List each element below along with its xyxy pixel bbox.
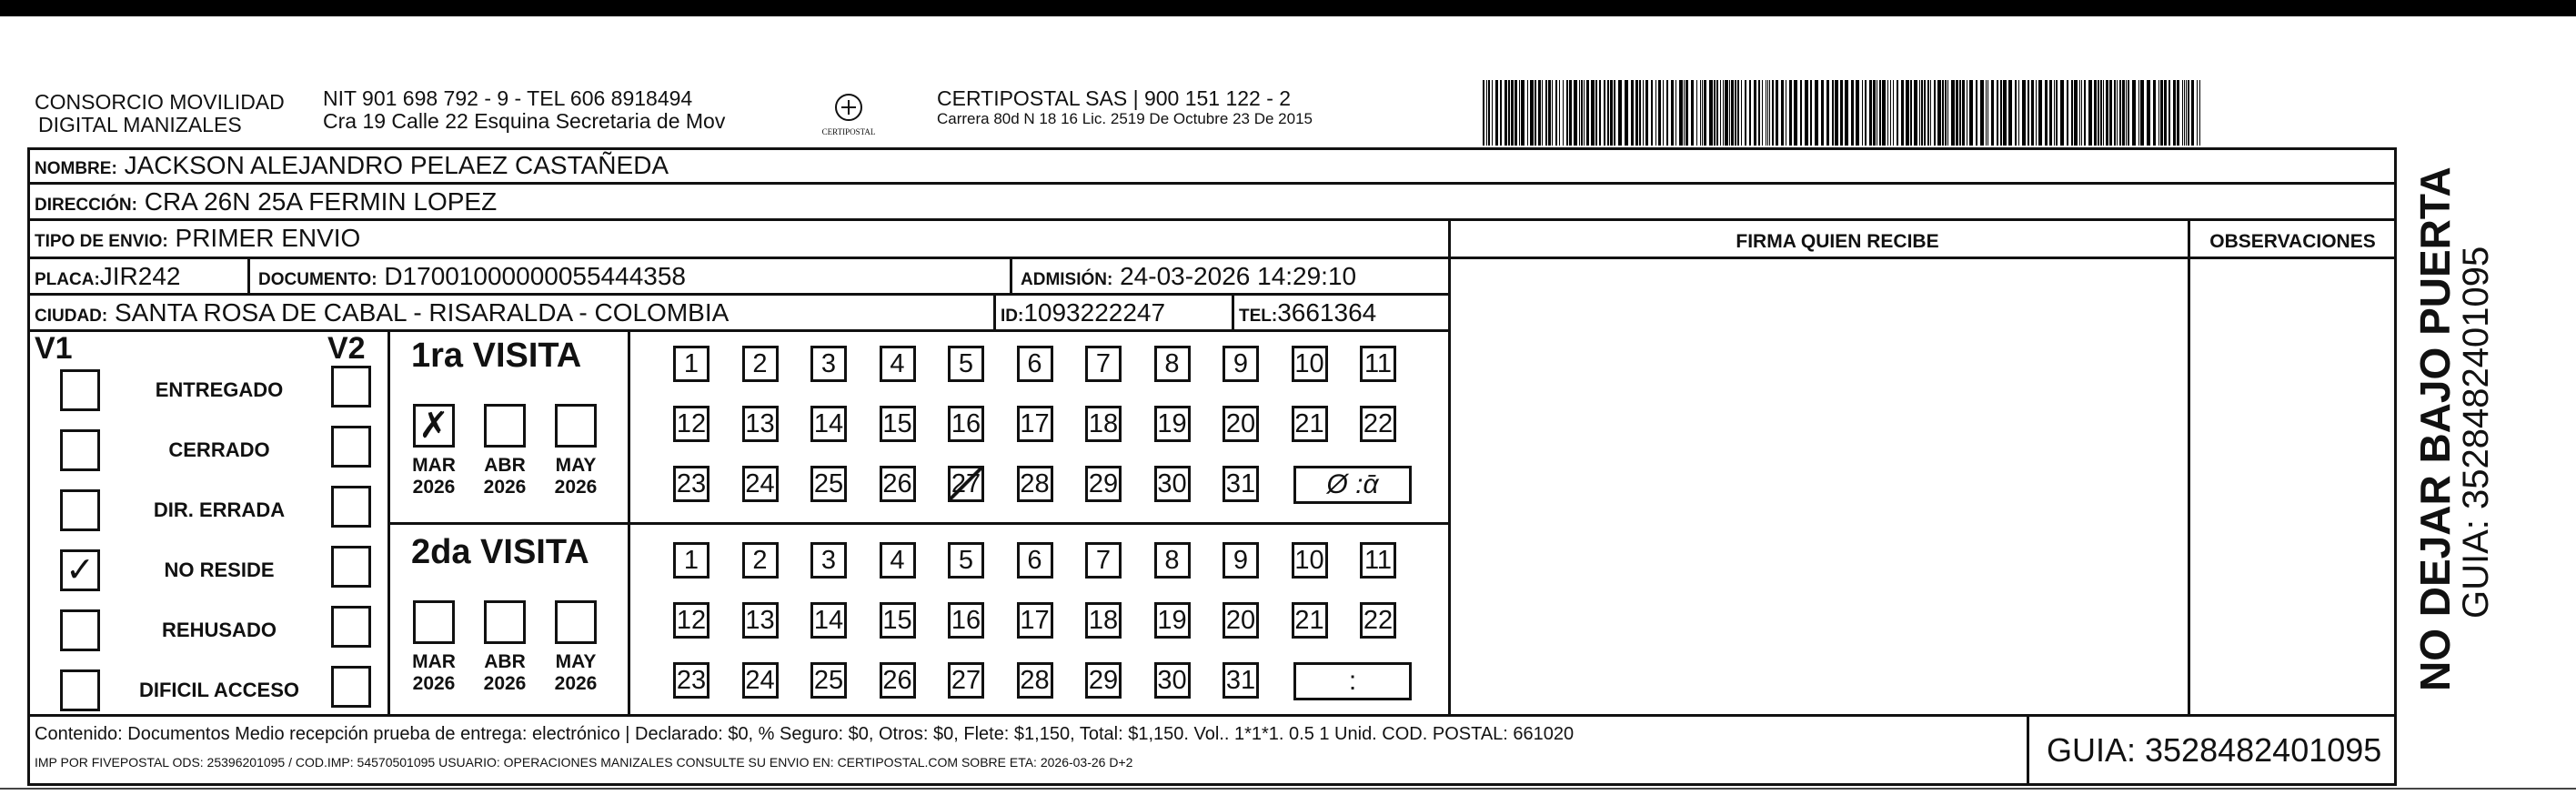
day-box[interactable]: 8 (1154, 542, 1191, 579)
day-box[interactable]: 25 (810, 466, 847, 502)
certipostal-logo (817, 87, 880, 142)
day-box[interactable]: 14 (810, 406, 847, 442)
second-visit-title: 2da VISITA (411, 533, 589, 571)
firma-header: FIRMA QUIEN RECIBE (1736, 231, 1939, 252)
month-name: MAY (555, 651, 597, 672)
row-divider (1448, 257, 2397, 259)
day-box[interactable]: 3 (810, 542, 847, 579)
month-label (478, 651, 532, 695)
day-box[interactable]: 12 (673, 602, 709, 639)
day-box[interactable]: 30 (1154, 662, 1191, 699)
day-box[interactable]: 22 (1360, 406, 1396, 442)
day-box[interactable]: 2 (742, 346, 779, 382)
barcode (1483, 80, 2210, 146)
month-label (407, 651, 461, 695)
v2-checkbox[interactable] (331, 426, 371, 468)
month-checkbox[interactable] (555, 404, 597, 448)
day-box[interactable]: 22 (1360, 602, 1396, 639)
scan-top-edge (0, 0, 2576, 16)
day-box[interactable]: 24 (742, 662, 779, 699)
day-box[interactable]: 9 (1223, 542, 1259, 579)
scan-bottom-edge (0, 788, 2576, 790)
day-box[interactable]: 15 (880, 602, 916, 639)
month-name: MAY (555, 455, 597, 476)
month-checkbox[interactable] (555, 600, 597, 644)
day-box[interactable]: 11 (1360, 346, 1396, 382)
day-box[interactable]: 31 (1223, 466, 1259, 502)
day-box[interactable]: 11 (1360, 542, 1396, 579)
day-box[interactable]: 1 (673, 346, 709, 382)
day-box[interactable]: 18 (1085, 602, 1122, 639)
day-box[interactable]: 13 (742, 602, 779, 639)
month-year: 2026 (483, 477, 527, 498)
month-checkbox[interactable] (413, 600, 455, 644)
id-field: ID:1093222247 (1001, 298, 1166, 327)
day-box[interactable]: 19 (1154, 406, 1191, 442)
day-box[interactable]: 23 (673, 466, 709, 502)
time-box[interactable]: : (1293, 662, 1412, 700)
day-box[interactable]: 5 (948, 542, 984, 579)
day-box[interactable]: 24 (742, 466, 779, 502)
footer-divider (27, 714, 2397, 717)
company-nit: NIT 901 698 792 - 9 - TEL 606 8918494 Cra 19 Calle 22 Esquina Secretaria de Mov (323, 86, 726, 133)
visit-divider (387, 522, 1448, 525)
day-box[interactable]: 26 (880, 662, 916, 699)
v1-checkbox[interactable]: ✓ (60, 549, 100, 591)
month-year: 2026 (554, 673, 598, 694)
month-label (478, 455, 532, 498)
day-box[interactable]: 16 (948, 602, 984, 639)
day-box[interactable]: 7 (1085, 542, 1122, 579)
footer-column-divider (2027, 714, 2029, 786)
cell-divider (1232, 293, 1234, 329)
month-checkbox[interactable] (484, 600, 526, 644)
month-label (548, 651, 603, 695)
day-box[interactable]: 29 (1085, 466, 1122, 502)
day-box[interactable]: 15 (880, 406, 916, 442)
day-box[interactable]: 27 (948, 466, 984, 502)
day-box[interactable]: 23 (673, 662, 709, 699)
v1-checkbox[interactable] (60, 609, 100, 651)
day-box[interactable]: 18 (1085, 406, 1122, 442)
day-box[interactable]: 16 (948, 406, 984, 442)
month-year: 2026 (554, 477, 598, 498)
day-box[interactable]: 17 (1017, 602, 1053, 639)
day-box[interactable]: 29 (1085, 662, 1122, 699)
day-box[interactable]: 14 (810, 602, 847, 639)
day-box[interactable]: 19 (1154, 602, 1191, 639)
day-box[interactable]: 6 (1017, 346, 1053, 382)
day-box[interactable]: 31 (1223, 662, 1259, 699)
v2-label: V2 (327, 331, 366, 366)
day-box[interactable]: 6 (1017, 542, 1053, 579)
column-divider (1448, 218, 1451, 714)
imp-text: IMP POR FIVEPOSTAL ODS: 25396201095 / COD.IMP: 54570501095 USUARIO: OPERACIONES MANIZALES CONSULTE SU ENVIO EN: CERTIPOSTAL.COM SOBRE ETA: 2026-03-26 D+2 (35, 755, 1133, 770)
v1-checkbox[interactable] (60, 369, 100, 411)
day-box[interactable]: 13 (742, 406, 779, 442)
day-box[interactable]: 4 (880, 542, 916, 579)
v2-checkbox[interactable] (331, 666, 371, 708)
month-name: MAR (412, 651, 456, 672)
cell-divider (247, 257, 250, 293)
day-box[interactable]: 21 (1292, 602, 1328, 639)
admision-field: ADMISIÓN: 24-03-2026 14:29:10 (1021, 262, 1357, 290)
day-box[interactable]: 25 (810, 662, 847, 699)
day-box[interactable]: 4 (880, 346, 916, 382)
cell-divider (1010, 257, 1012, 293)
cell-divider (993, 293, 996, 329)
status-reason-label: DIFICIL ACCESO (138, 679, 299, 701)
time-box[interactable]: Ø :ᾱ (1293, 466, 1412, 504)
month-year: 2026 (412, 477, 456, 498)
v1-checkbox[interactable] (60, 669, 100, 711)
ciudad-field: CIUDAD: SANTA ROSA DE CABAL - RISARALDA - COLOMBIA (35, 298, 730, 327)
company-name: CONSORCIO MOVILIDAD DIGITAL MANIZALES (35, 90, 285, 136)
day-box[interactable]: 10 (1292, 542, 1328, 579)
month-name: ABR (484, 651, 526, 672)
month-checkbox[interactable] (484, 404, 526, 448)
v1-checkbox[interactable] (60, 489, 100, 531)
contenido-text: Contenido: Documentos Medio recepción prueba de entrega: electrónico | Declarado: $0, % Seguro: $0, Otros: $0, Flete: $1,150, Total: $1,150. Vol.. 1*1*1. 0.5 1 Unid. COD. POSTAL: 661020 (35, 724, 1575, 744)
status-reason-label: DIR. ERRADA (153, 498, 286, 521)
placa-field: PLACA:JIR242 (35, 262, 181, 290)
v1-label: V1 (35, 331, 73, 366)
column-divider (2188, 218, 2190, 714)
day-box[interactable]: 17 (1017, 406, 1053, 442)
day-box[interactable]: 27 (948, 662, 984, 699)
no-dejar-warning: NO DEJAR BAJO PUERTA (2411, 166, 2459, 691)
month-year: 2026 (412, 673, 456, 694)
v2-checkbox[interactable] (331, 546, 371, 588)
row-divider (27, 257, 1448, 259)
month-checkbox[interactable]: ✗ (413, 404, 455, 448)
tipo-envio-field: TIPO DE ENVIO: PRIMER ENVIO (35, 224, 361, 252)
day-box[interactable]: 8 (1154, 346, 1191, 382)
svg-text:CERTIPOSTAL: CERTIPOSTAL (821, 127, 876, 136)
nombre-field: NOMBRE: JACKSON ALEJANDRO PELAEZ CASTAÑEDA (35, 151, 669, 179)
status-reason-label: ENTREGADO (155, 378, 284, 401)
month-name: ABR (484, 455, 526, 476)
v1-checkbox[interactable] (60, 429, 100, 471)
day-box[interactable]: 26 (880, 466, 916, 502)
v2-checkbox[interactable] (331, 366, 371, 408)
side-guia: GUIA: 3528482401095 (2456, 246, 2496, 619)
month-name: MAR (412, 455, 456, 476)
carrier-info: CERTIPOSTAL SAS | 900 151 122 - 2 Carrera 80d N 18 16 Lic. 2519 De Octubre 23 De 2015 (937, 86, 1313, 127)
day-box[interactable]: 3 (810, 346, 847, 382)
day-box[interactable]: 21 (1292, 406, 1328, 442)
day-box[interactable]: 28 (1017, 662, 1053, 699)
v2-checkbox[interactable] (331, 606, 371, 648)
day-box[interactable]: 10 (1292, 346, 1328, 382)
direccion-field: DIRECCIÓN: CRA 26N 25A FERMIN LOPEZ (35, 187, 498, 216)
status-reason-label: REHUSADO (162, 619, 277, 641)
day-box[interactable]: 5 (948, 346, 984, 382)
status-reason-label: CERRADO (168, 438, 270, 461)
month-label (548, 455, 603, 498)
guia-box-text: GUIA: 3528482401095 (2047, 731, 2382, 769)
day-box[interactable]: 20 (1223, 406, 1259, 442)
documento-field: DOCUMENTO: D17001000000055444358 (258, 262, 686, 290)
day-box[interactable]: 9 (1223, 346, 1259, 382)
first-visit-title: 1ra VISITA (411, 337, 582, 375)
observaciones-header: OBSERVACIONES (2209, 231, 2376, 252)
v2-checkbox[interactable] (331, 486, 371, 528)
day-box[interactable]: 12 (673, 406, 709, 442)
month-label (407, 455, 461, 498)
day-box[interactable]: 20 (1223, 602, 1259, 639)
month-year: 2026 (483, 673, 527, 694)
status-reason-label: NO RESIDE (164, 559, 275, 581)
day-box[interactable]: 28 (1017, 466, 1053, 502)
day-box[interactable]: 30 (1154, 466, 1191, 502)
tel-field: TEL:3661364 (1239, 298, 1377, 327)
day-box[interactable]: 1 (673, 542, 709, 579)
day-box[interactable]: 7 (1085, 346, 1122, 382)
day-box[interactable]: 2 (742, 542, 779, 579)
